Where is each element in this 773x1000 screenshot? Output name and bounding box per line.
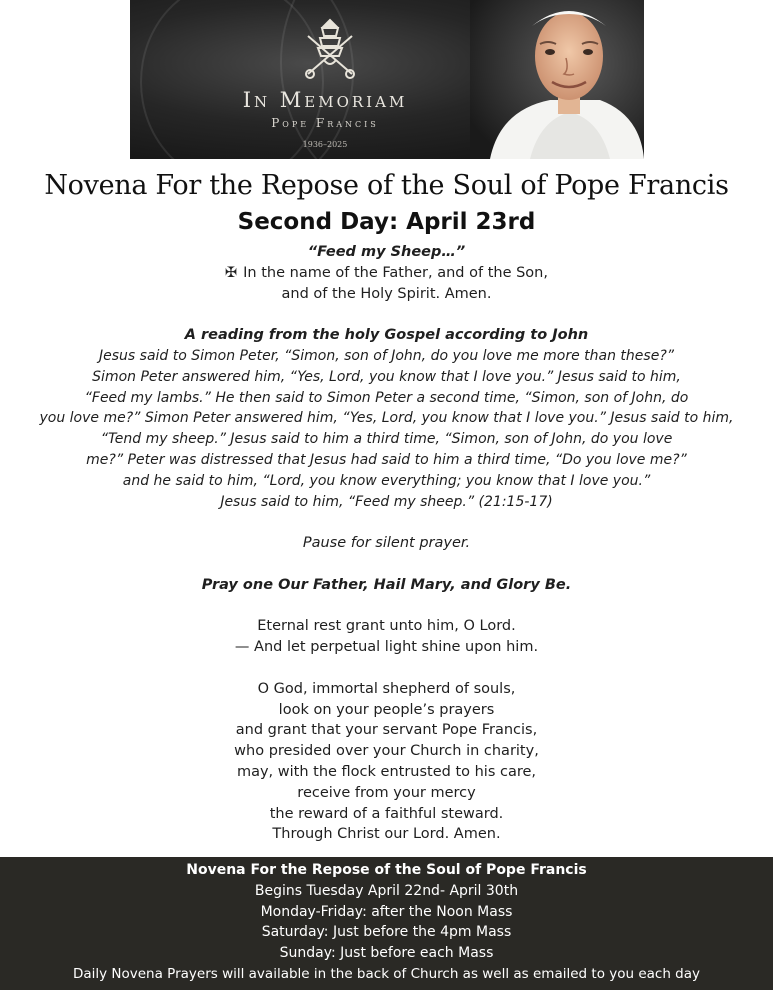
prayer-line: who presided over your Church in charity, (234, 743, 539, 760)
pause-instruction: Pause for silent prayer. (302, 535, 471, 552)
reading-line: and he said to him, “Lord, you know everything; you know that I love you.” (122, 472, 651, 489)
reading-line: “Feed my lambs.” He then said to Simon Peter a second time, “Simon, son of John, do (84, 389, 689, 406)
pope-name-text: Pope Francis (271, 116, 379, 130)
reading-line: Jesus said to him, “Feed my sheep.” (21:15-17) (220, 493, 553, 510)
prayer-line: the reward of a faithful steward. (269, 805, 504, 822)
reading-line: “Tend my sheep.” Jesus said to him a third time, “Simon, son of John, do you love (100, 431, 673, 448)
schedule-footer (0, 857, 773, 990)
reading-line: Jesus said to Simon Peter, “Simon, son of John, do you love me more than these?” (99, 347, 674, 364)
cross-icon: ✠ (225, 264, 238, 281)
reading-line: me?” Peter was distressed that Jesus had said to him a third time, “Do you love me?” (86, 451, 687, 468)
prayer-line: may, with the flock entrusted to his care, (236, 763, 537, 780)
day-theme: “Feed my Sheep…” (307, 244, 466, 260)
prayer-content (0, 242, 773, 845)
prayer-line: O God, immortal shepherd of souls, (257, 680, 516, 697)
years-text: 1936–2025 (302, 140, 348, 149)
prayer-line: receive from your mercy (297, 784, 476, 801)
reading-line: Simon Peter answered him, “Yes, Lord, you know that I love you.” Jesus said to him, (92, 368, 681, 385)
eternal-rest-line: Eternal rest grant unto him, O Lord. (257, 618, 516, 635)
footer-line: Sunday: Just before each Mass (279, 945, 494, 962)
pope-portrait-image (470, 0, 644, 159)
pray-instruction: Pray one Our Father, Hail Mary, and Glory Be. (201, 576, 572, 593)
footer-line: Begins Tuesday April 22nd- April 30th (254, 882, 519, 899)
in-memoriam-text: In Memoriam (242, 88, 408, 112)
page-title: Novena For the Repose of the Soul of Pope Francis (44, 170, 729, 201)
footer-line: Saturday: Just before the 4pm Mass (261, 924, 512, 941)
gospel-reading (0, 346, 773, 512)
prayer-line: and grant that your servant Pope Francis, (235, 722, 538, 739)
sign-of-cross-line (0, 263, 773, 284)
papal-crest-icon (298, 16, 362, 84)
day-subtitle: Second Day: April 23rd (237, 209, 536, 235)
prayer-line: look on your people’s prayers (278, 701, 495, 718)
eternal-rest-line: — And let perpetual light shine upon him. (234, 639, 539, 656)
footer-line: Daily Novena Prayers will available in the back of Church as well as emailed to you each day (72, 965, 701, 982)
prayer-line: Through Christ our Lord. Amen. (272, 826, 501, 843)
reading-heading: A reading from the holy Gospel according to John (184, 327, 589, 344)
memoriam-banner (130, 0, 644, 159)
reading-line: you love me?” Simon Peter answered him, “Yes, Lord, you know that I love you.” Jesus said to him, (39, 410, 734, 427)
footer-line: Monday-Friday: after the Noon Mass (260, 903, 513, 920)
sign-of-cross-text: In the name of the Father, and of the Son, (243, 264, 548, 281)
sign-of-cross-text: and of the Holy Spirit. Amen. (281, 285, 492, 302)
footer-heading: Novena For the Repose of the Soul of Pope Francis (186, 862, 587, 878)
